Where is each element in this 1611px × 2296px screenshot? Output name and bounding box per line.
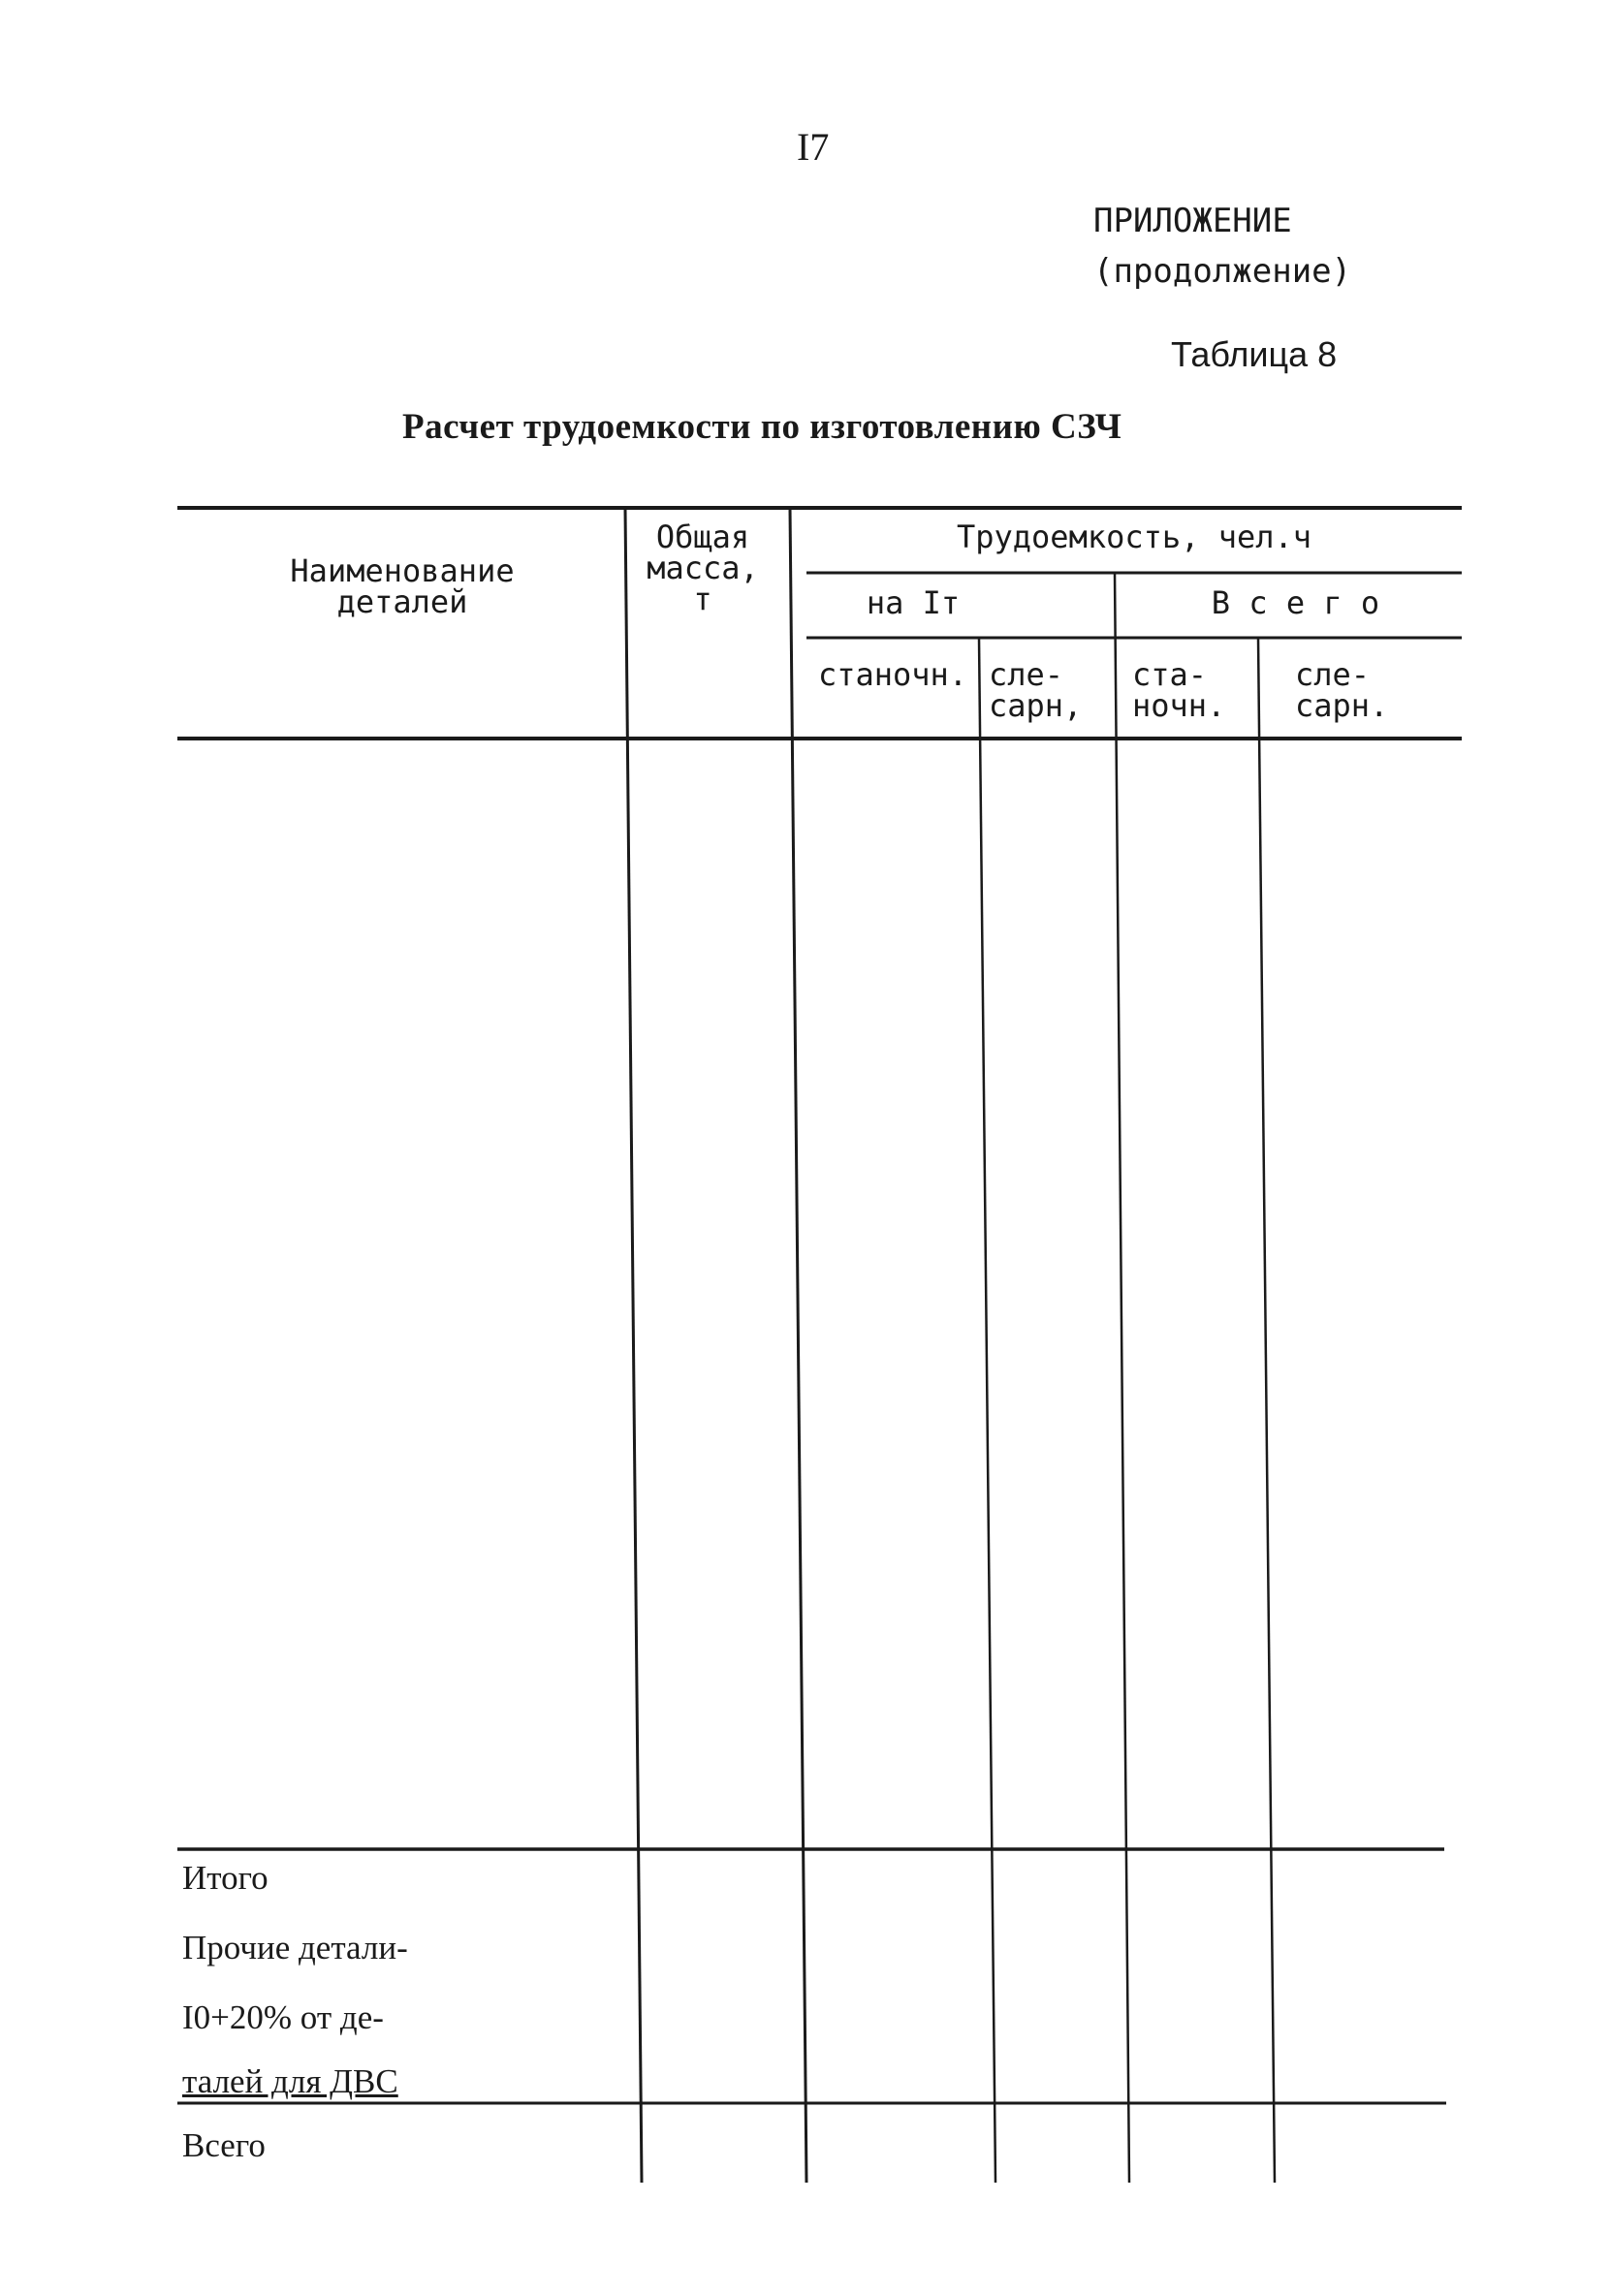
col-divider-per-ton-total: [1115, 573, 1129, 2183]
col-divider-total-fitter: [1258, 638, 1275, 2183]
row-label-other-parts: Прочие детали-: [182, 1929, 408, 1966]
col-divider-mass: [625, 508, 642, 2183]
header-per-ton: на Iт: [866, 584, 961, 621]
header-per-ton-fitter: сле- сарн,: [989, 656, 1083, 724]
header-total-fitter: сле- сарн.: [1295, 656, 1389, 724]
header-part-name: Наименование деталей: [290, 552, 515, 620]
header-total-mass: Общая масса, т: [647, 519, 759, 617]
row-label-other-parts-percent: I0+20% от де-: [182, 1998, 384, 2036]
row-label-vsego: Всего: [182, 2126, 266, 2164]
header-per-ton-machine: станочн.: [817, 656, 968, 693]
appendix-subtitle: (продолжение): [1093, 252, 1352, 291]
header-total: В с е г о: [1211, 584, 1380, 621]
document-heading: Расчет трудоемкости по изготовлению СЗЧ: [402, 407, 1122, 447]
page-number: I7: [797, 125, 830, 169]
col-divider-per-ton-fitter: [979, 638, 995, 2183]
row-label-itogo: Итого: [182, 1859, 268, 1897]
header-labor: Трудоемкость, чел.ч: [956, 519, 1312, 555]
row-label-other-parts-dvs: талей для ДВС: [182, 2062, 398, 2100]
header-total-machine: ста- ночн.: [1132, 656, 1226, 724]
col-divider-labor: [790, 508, 806, 2183]
appendix-title: ПРИЛОЖЕНИЕ: [1093, 202, 1292, 240]
table-number: Таблица 8: [1171, 334, 1338, 374]
